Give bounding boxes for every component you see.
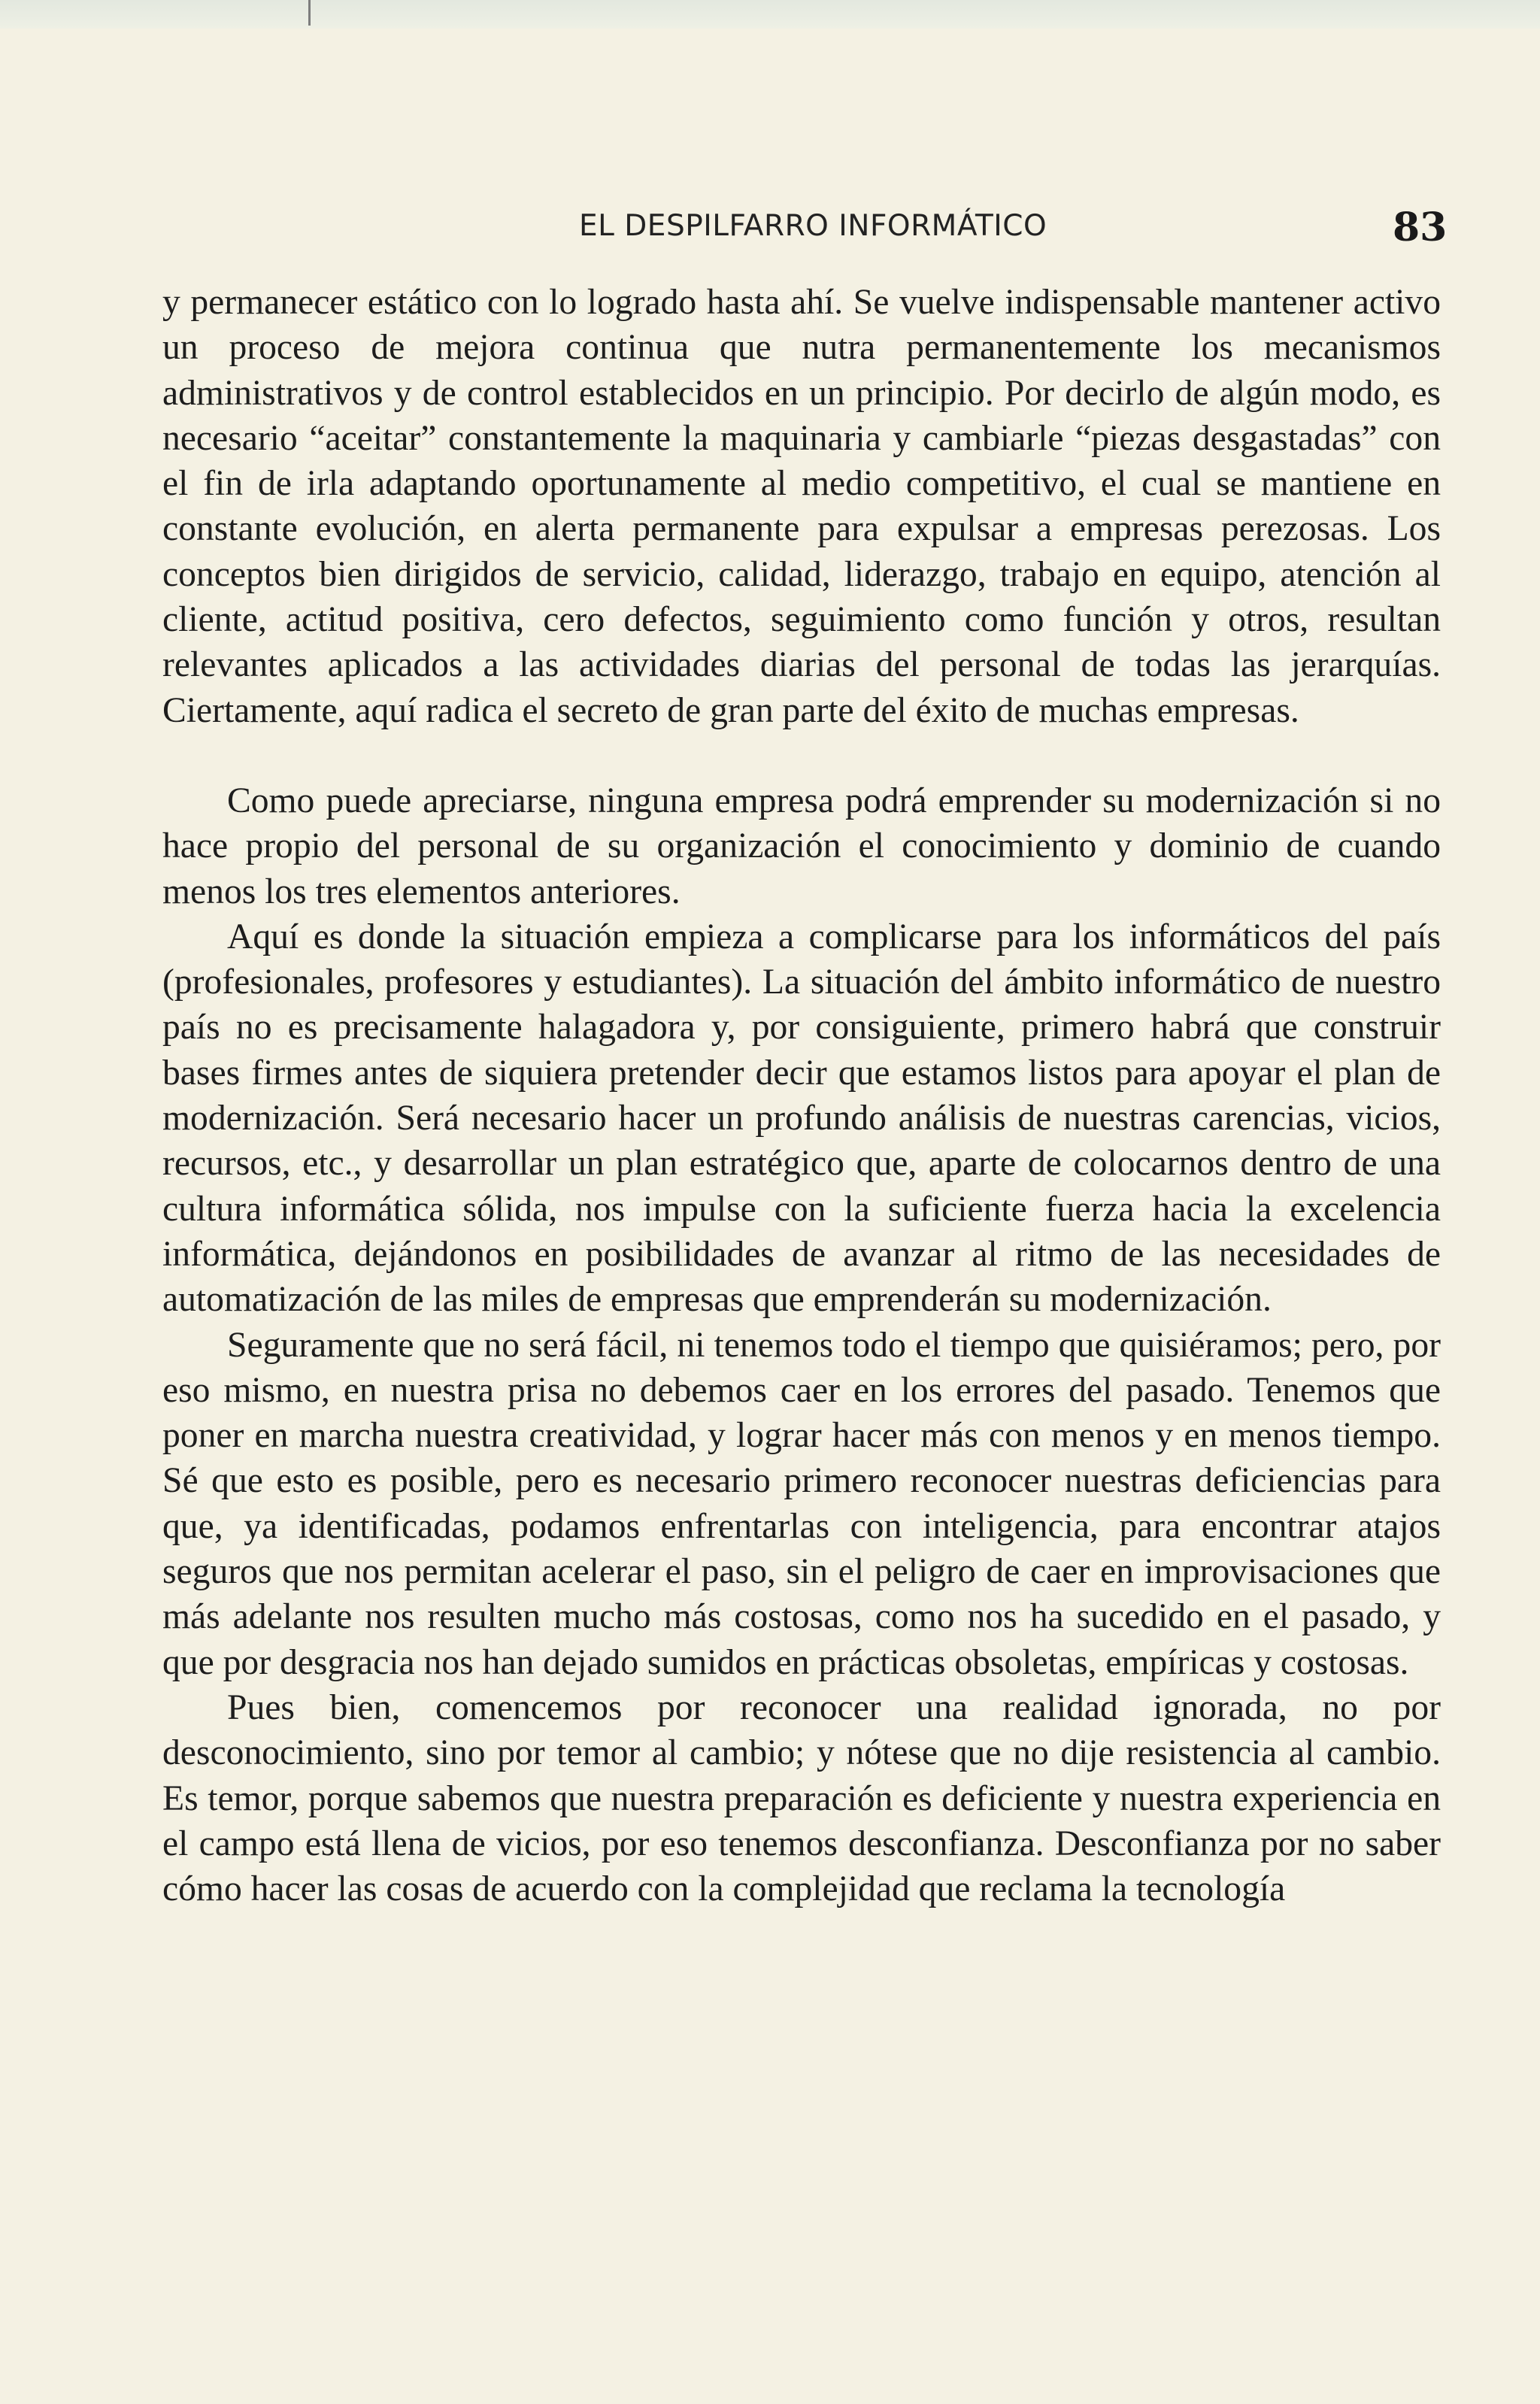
paragraph: Como puede apreciarse, ninguna empresa podrá emprender su modernización si no hace propio del personal de su organización el conocimiento y dominio de cuando menos los tres elementos anteriores.: [162, 781, 1441, 911]
paragraph: Aquí es donde la situación empieza a complicarse para los informáticos del país (profesionales, profesores y estudiantes). La situación del ámbito informático de nuestro país no es precisamente halagadora y, por consiguiente, primero habrá que construir bases firmes antes de siquiera pretender decir que estamos listos para apoyar el plan de modernización. Será necesario hacer un profundo análisis de nuestras carencias, vicios, recursos, etc., y desarrollar un plan estratégico que, aparte de colocarnos dentro de una cultura informática sólida, nos impulse con la suficiente fuerza hacia la excelencia informática, dejándonos en posibilidades de avanzar al ritmo de las necesidades de automatización de las miles de empresas que emprenderán su modernización.: [162, 917, 1441, 1320]
scan-mark: [308, 0, 311, 26]
body-text: [162, 280, 1441, 1911]
paragraph: Pues bien, comencemos por reconocer una realidad ignorada, no por desconocimiento, sino por temor al cambio; y nótese que no dije resistencia al cambio. Es temor, porque sabemos que nuestra preparación es deficiente y nuestra experiencia en el campo está llena de vicios, por eso tenemos desconfianza. Desconfianza por no saber cómo hacer las cosas de acuerdo con la complejidad que reclama la tecnología: [162, 1687, 1441, 1909]
scan-top-edge: [0, 0, 1540, 29]
running-title: EL DESPILFARRO INFORMÁTICO: [579, 209, 1047, 243]
paragraph: y permanecer estático con lo logrado hasta ahí. Se vuelve indispensable mantener activo un proceso de mejora continua que nutra permanentemente los mecanismos administrativos y de control establecidos en un principio. Por decirlo de algún modo, es necesario “aceitar” constantemente la maquinaria y cambiarle “piezas desgastadas” con el fin de irla adaptando oportunamente al medio competitivo, el cual se mantiene en constante evolución, en alerta permanente para expulsar a empresas perezosas. Los conceptos bien dirigidos de servicio, calidad, liderazgo, trabajo en equipo, atención al cliente, actitud positiva, cero defectos, seguimiento como función y otros, resultan relevantes aplicados a las actividades diarias del personal de todas las jerarquías. Ciertamente, aquí radica el secreto de gran parte del éxito de muchas empresas.: [162, 283, 1441, 730]
page-number: 83: [1393, 205, 1448, 250]
paragraph: Seguramente que no será fácil, ni tenemos todo el tiempo que quisiéramos; pero, por eso mismo, en nuestra prisa no debemos caer en los errores del pasado. Tenemos que poner en marcha nuestra creatividad, y lograr hacer más con menos y en menos tiempo. Sé que esto es posible, pero es necesario primero reconocer nuestras deficiencias para que, ya identificadas, podamos enfrentarlas con inteligencia, para encontrar atajos seguros que nos permitan acelerar el paso, sin el peligro de caer en improvisaciones que más adelante nos resulten mucho más costosas, como nos ha sucedido en el pasado, y que por desgracia nos han dejado sumidos en prácticas obsoletas, empíricas y costosas.: [162, 1325, 1441, 1682]
page-header: [0, 205, 1540, 265]
